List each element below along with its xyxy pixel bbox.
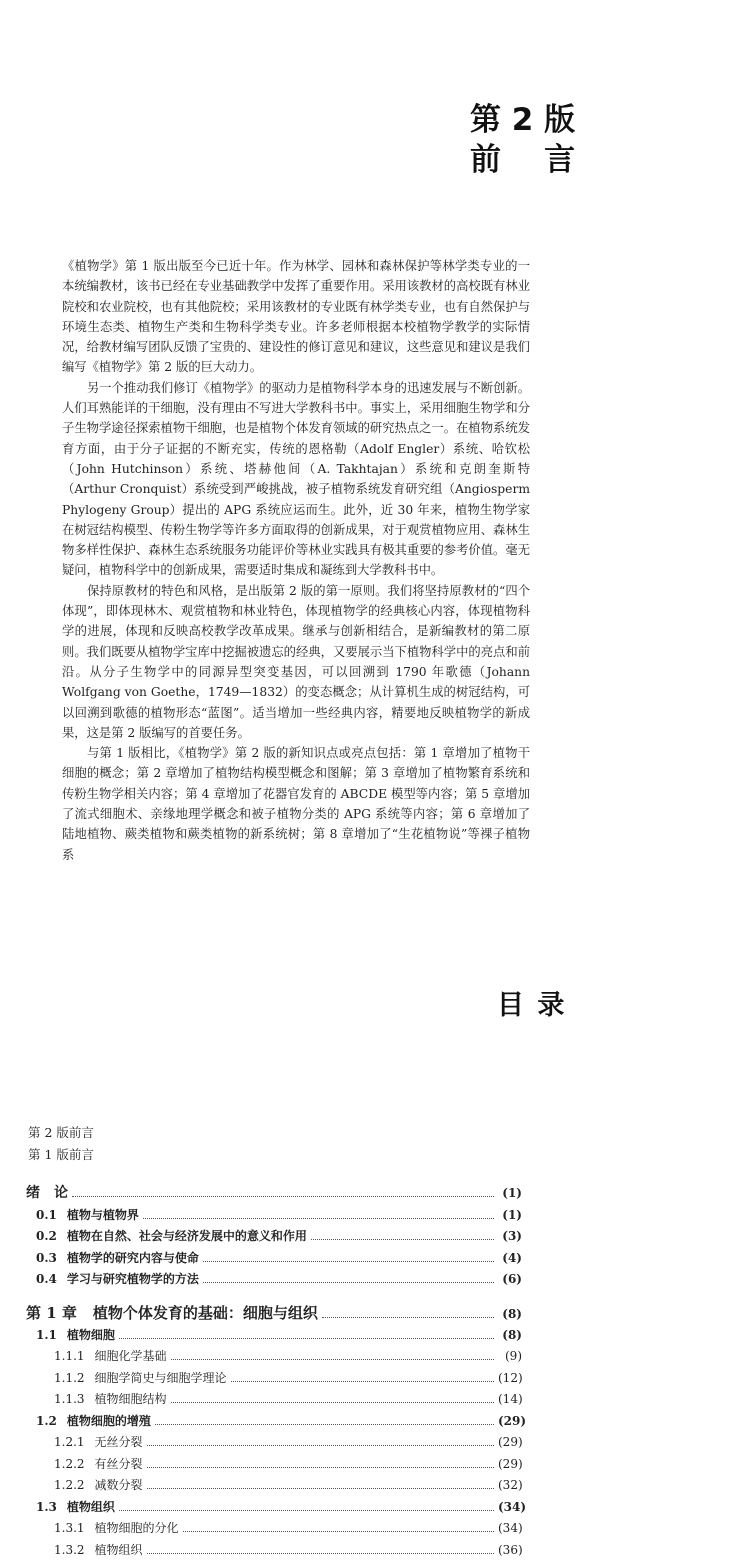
toc-leader-dots [203,1261,494,1262]
toc-entry-number: 1.2.1 [54,1435,85,1449]
toc-entry[interactable] [26,1205,522,1227]
toc-entry-number: 1.1.1 [54,1349,85,1363]
toc-entry-label [54,1540,143,1561]
toc-entry-page: (34) [498,1497,522,1519]
toc-entry-number: 0.4 [36,1272,57,1286]
toc-entry-page: (9) [498,1346,522,1368]
toc-entry-number: 绪 [26,1185,40,1201]
toc-entry-title: 学习与研究植物学的方法 [67,1272,199,1286]
toc-entry-number: 1.1.3 [54,1392,85,1406]
toc-entry-page: (4) [498,1248,522,1270]
toc-entry-page: (1) [498,1205,522,1227]
toc-entry[interactable] [26,1475,522,1497]
toc-leader-dots [72,1196,494,1197]
toc-entry-label [26,1183,68,1205]
toc-entry-label [36,1497,115,1519]
table-of-contents [26,1183,522,1561]
toc-entry[interactable] [26,1454,522,1476]
toc-entry[interactable] [26,1497,522,1519]
toc-entry-title: 减数分裂 [95,1478,143,1492]
toc-leader-dots [119,1338,494,1339]
toc-entry-page: (14) [498,1389,522,1411]
toc-entry-page: (3) [498,1226,522,1248]
toc-entry-page: (6) [498,1269,522,1291]
toc-entry-number: 1.2.2 [54,1478,85,1492]
toc-entry[interactable] [26,1346,522,1368]
toc-entry-number: 0.3 [36,1251,57,1265]
toc-entry-page: (12) [498,1368,522,1390]
toc-entry-title: 植物学的研究内容与使命 [67,1251,199,1265]
toc-entry-title: 植物细胞 [67,1328,115,1342]
toc-entry-page: (29) [498,1454,522,1476]
toc-entry[interactable] [26,1325,522,1347]
toc-entry-label [54,1475,143,1497]
toc-entry-number: 1.3 [36,1500,57,1514]
preface-paragraph: 另一个推动我们修订《植物学》的驱动力是植物科学本身的迅速发展与不断创新。人们耳熟能详的干细胞，没有理由不写进大学教科书中。事实上，采用细胞生物学和分子生物学途径探索植物干细胞，也是植物个体发育领域的研究热点之一。在植物系统发育方面，由于分子证据的不断充实，传统的恩格勒（Adolf Engler）系统、哈钦松（John Hutchinson）系统、塔赫他间（A. Takhtajan）系统和克朗奎斯特（Arthur Cronquist）系统受到严峻挑战，被子植物系统发育研究组（Angiosperm Phylogeny Group）提出的 APG 系统应运而生。此外，近 30 年来，植物生物学家在树冠结构模型、传粉生物学等许多方面取得的创新成果，对于观赏植物应用、森林生物多样性保护、森林生态系统服务功能评价等林业实践具有极其重要的参考价值。毫无疑问，植物科学中的创新成果，需要适时集成和凝练到大学教科书中。 [62,378,530,581]
toc-preface-item[interactable]: 第 1 版前言 [28,1144,94,1166]
toc-leader-dots [147,1445,494,1446]
toc-entry-label [26,1301,318,1325]
toc-entry-label [54,1368,227,1390]
toc-entry-label [54,1389,167,1411]
toc-entry-label [36,1248,199,1270]
toc-entry[interactable] [26,1411,522,1433]
toc-entry-page: (32) [498,1475,522,1497]
preface-title [470,100,575,180]
toc-entry-title: 无丝分裂 [95,1435,143,1449]
toc-entry-title: 植物细胞的分化 [95,1521,179,1535]
toc-entry[interactable] [26,1226,522,1248]
toc-leader-dots [147,1553,494,1554]
toc-leader-dots [231,1381,494,1382]
toc-entry-number: 1.3.1 [54,1521,85,1535]
toc-entry-page: (1) [498,1183,522,1205]
toc-title: 目 录 [497,983,566,1022]
toc-entry-title: 有丝分裂 [95,1457,143,1471]
toc-entry-number: 1.2 [36,1414,57,1428]
toc-leader-dots [147,1467,494,1468]
toc-entry[interactable] [26,1389,522,1411]
toc-leader-dots [143,1218,494,1219]
toc-entry-title: 植物组织 [67,1500,115,1514]
preface-body [62,256,530,865]
preface-paragraph: 与第 1 版相比，《植物学》第 2 版的新知识点或亮点包括：第 1 章增加了植物干细胞的概念；第 2 章增加了植物结构模型概念和图解；第 3 章增加了植物繁育系统和传粉生物学相关内容；第 4 章增加了花器官发育的 ABCDE 模型等内容；第 5 章增加了流式细胞术、亲缘地理学概念和被子植物分类的 APG 系统等内容；第 6 章增加了陆地植物、蕨类植物和蕨类植物的新系统树；第 8 章增加了“生花植物说”等裸子植物系 [62,743,530,865]
toc-entry[interactable] [26,1183,522,1205]
preface-paragraph: 保持原教材的特色和风格，是出版第 2 版的第一原则。我们将坚持原教材的“四个体现”，即体现林木、观赏植物和林业特色，体现植物学的经典核心内容，体现植物科学的进展，体现和反映高校教学改革成果。继承与创新相结合，是新编教材的第二原则。我们既要从植物学宝库中挖掘被遗忘的经典，又要展示当下植物科学中的亮点和前沿。从分子生物学中的同源异型突变基因，可以回溯到 1790 年歌德（Johann Wolfgang von Goethe，1749—1832）的变态概念；从计算机生成的树冠结构，可以回溯到歌德的植物形态“蓝图”。适当增加一些经典内容，精要地反映植物学的新成果，这是第 2 版编写的首要任务。 [62,581,530,743]
toc-entry[interactable] [26,1518,522,1540]
toc-entry-number: 1.1 [36,1328,57,1342]
toc-entry-title: 植物个体发育的基础：细胞与组织 [93,1304,318,1322]
toc-leader-dots [311,1239,494,1240]
toc-leader-dots [155,1424,494,1425]
toc-entry-number: 1.2.2 [54,1457,85,1471]
toc-entry[interactable] [26,1248,522,1270]
toc-entry-label [54,1518,179,1540]
toc-entry-number: 0.2 [36,1229,57,1243]
toc-entry-label [36,1269,199,1291]
toc-entry-number: 1.3.2 [54,1543,85,1557]
toc-entry-title: 植物在自然、社会与经济发展中的意义和作用 [67,1229,307,1243]
toc-entry-page: (36) [498,1540,522,1561]
toc-entry-label [36,1411,151,1433]
toc-leader-dots [322,1317,494,1318]
toc-entry-label [54,1454,143,1476]
toc-entry[interactable] [26,1269,522,1291]
toc-entry-page: (8) [498,1325,522,1347]
toc-entry-label [54,1346,167,1368]
toc-entry-label [36,1226,307,1248]
toc-preface-item[interactable]: 第 2 版前言 [28,1122,94,1144]
toc-entry-page: (8) [498,1302,522,1326]
toc-leader-dots [171,1402,494,1403]
toc-entry-page: (29) [498,1411,522,1433]
toc-entry-number: 0.1 [36,1208,57,1222]
toc-leader-dots [183,1531,494,1532]
toc-entry[interactable] [26,1368,522,1390]
toc-leader-dots [119,1510,494,1511]
toc-entry-page: (34) [498,1518,522,1540]
toc-entry-title: 植物组织 [95,1543,143,1557]
toc-entry-title: 植物与植物界 [67,1208,139,1222]
toc-entry-label [36,1205,139,1227]
preface-title-word: 前 言 [470,140,575,180]
toc-entry-number: 第 1 章 [26,1304,77,1322]
preface-title-edition: 第 2 版 [470,100,575,140]
toc-preface-list [28,1122,94,1166]
toc-entry-label [36,1325,115,1347]
toc-entry-title: 细胞化学基础 [95,1349,167,1363]
toc-entry-title: 细胞学简史与细胞学理论 [95,1371,227,1385]
toc-entry-title: 论 [54,1185,68,1201]
preface-paragraph: 《植物学》第 1 版出版至今已近十年。作为林学、园林和森林保护等林学类专业的一本统编教材，该书已经在专业基础教学中发挥了重要作用。采用该教材的高校既有林业院校和农业院校，也有其他院校；采用该教材的专业既有林学类专业，也有自然保护与环境生态类、植物生产类和生物科学类专业。许多老师根据本校植物学教学的实际情况，给教材编写团队反馈了宝贵的、建设性的修订意见和建议，这些意见和建议是我们编写《植物学》第 2 版的巨大动力。 [62,256,530,378]
toc-leader-dots [147,1488,494,1489]
toc-entry[interactable] [26,1432,522,1454]
toc-entry-page: (29) [498,1432,522,1454]
toc-entry-number: 1.1.2 [54,1371,85,1385]
toc-entry[interactable] [26,1301,522,1325]
toc-leader-dots [171,1359,494,1360]
toc-entry-title: 植物细胞结构 [95,1392,167,1406]
toc-entry[interactable] [26,1540,522,1561]
toc-leader-dots [203,1282,494,1283]
toc-entry-title: 植物细胞的增殖 [67,1414,151,1428]
toc-entry-label [54,1432,143,1454]
